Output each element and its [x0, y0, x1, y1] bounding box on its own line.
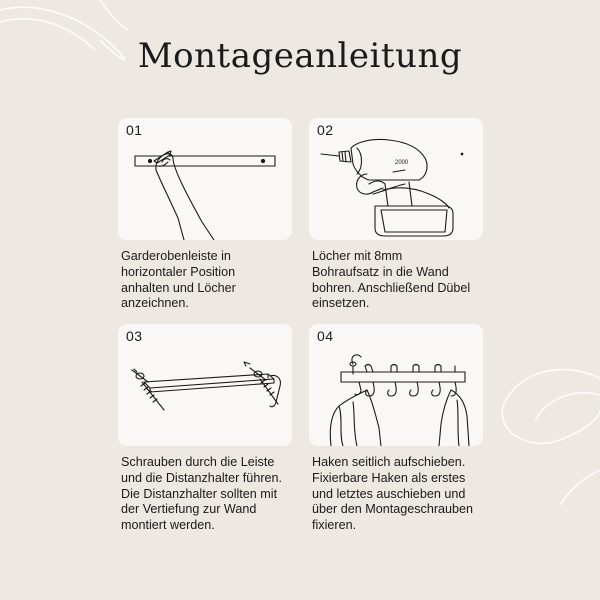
hand-marking-rail-illustration — [118, 118, 292, 240]
step-card — [309, 324, 483, 446]
rail-hooks-towels-illustration — [309, 324, 483, 446]
step-card — [309, 118, 483, 240]
step-number: 04 — [317, 328, 334, 344]
step-description: Schrauben durch die Leiste und die Distanzhalter führen. Die Distanzhalter sollten mit der Vertiefung zur Wand montiert werden. — [121, 455, 283, 533]
rail-screws-illustration — [118, 324, 292, 446]
step-2 — [309, 118, 483, 312]
step-number: 03 — [126, 328, 143, 344]
step-1 — [118, 118, 292, 312]
step-description: Löcher mit 8mm Bohraufsatz in die Wand bohren. Anschließend Dübel einsetzen. — [312, 249, 471, 311]
step-description: Haken seitlich aufschieben. Fixierbare Haken als erstes und letztes auschieben und über den Montageschrauben fixieren. — [312, 455, 474, 533]
step-4 — [309, 324, 483, 534]
step-number: 02 — [317, 122, 334, 138]
step-card — [118, 324, 292, 446]
step-number: 01 — [126, 122, 143, 138]
step-3 — [118, 324, 292, 534]
step-card — [118, 118, 292, 240]
svg-text:2000: 2000 — [395, 160, 409, 166]
drill-hand-illustration — [309, 118, 483, 240]
step-description: Garderobenleiste in horizontaler Position anhalten und Löcher anzeichnen. — [121, 249, 236, 311]
page-title: Montageanleitung — [137, 36, 463, 76]
